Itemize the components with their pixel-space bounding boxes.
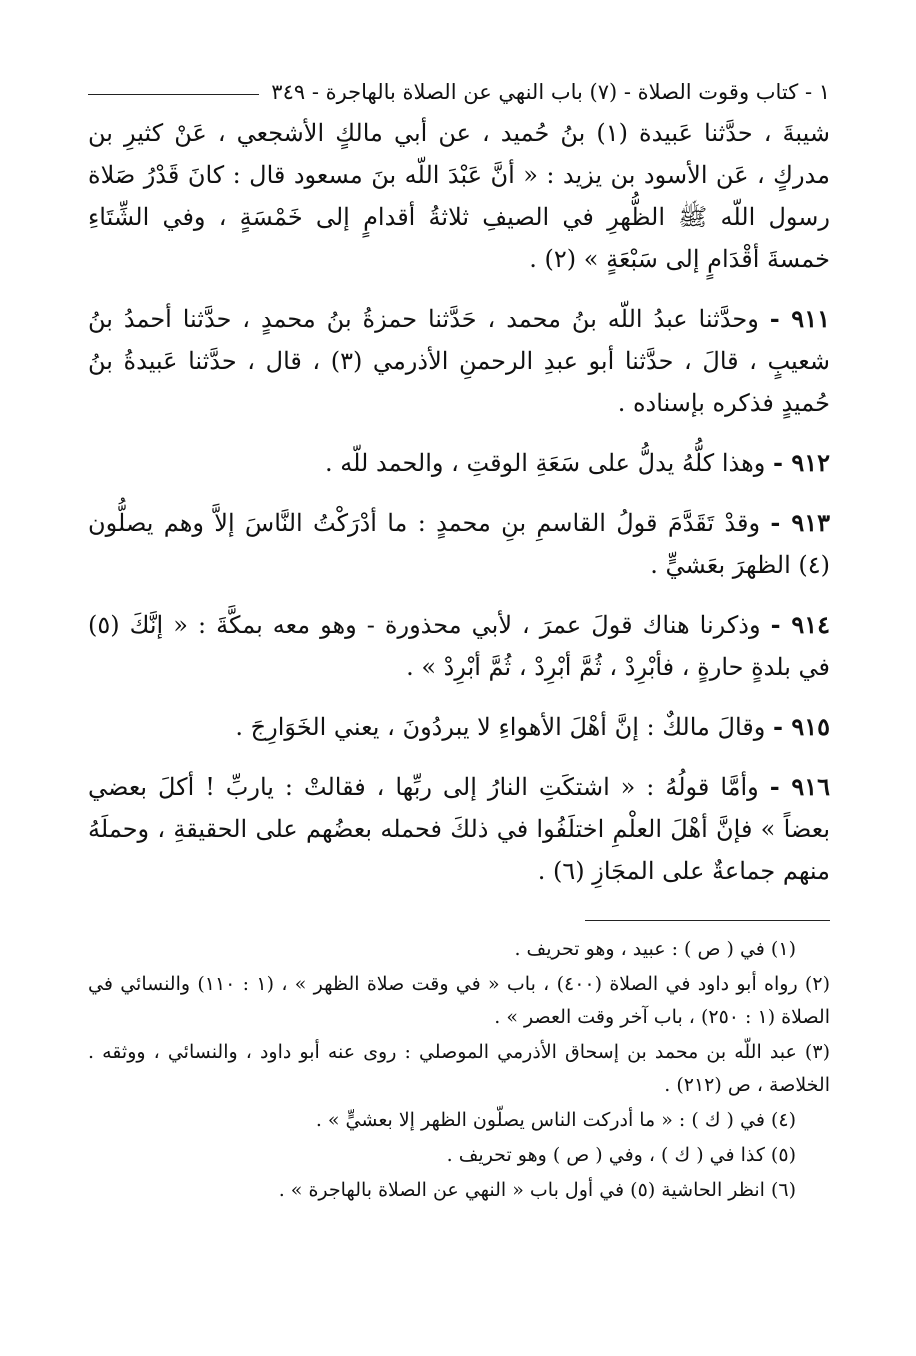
- hadith-912: [88, 442, 830, 484]
- paragraph-text: وذكرنا هناك قولَ عمرَ ، لأبي محذورة - وهو معه بمكَّةَ : « إنَّكَ (٥) في بلدةٍ حارةٍ ، فأبْرِدْ ، ثُمَّ أبْرِدْ ، ثُمَّ أبْرِدْ » .: [88, 611, 830, 681]
- footnotes: [88, 933, 830, 1207]
- hadith-914: [88, 604, 830, 688]
- footnote-2: (٢) رواه أبو داود في الصلاة (٤٠٠) ، باب « في وقت صلاة الظهر » ، (١ : ١١٠) والنسائي في الصلاة (١ : ٢٥٠) ، باب آخر وقت العصر » .: [88, 973, 830, 1028]
- hadith-number: ٩١٣ -: [770, 508, 830, 537]
- hadith-916: [88, 766, 830, 892]
- hadith-913: [88, 502, 830, 586]
- hadith-number: ٩١٢ -: [773, 448, 830, 477]
- paragraph-continuation: [88, 112, 830, 280]
- footnote-6: (٦) انظر الحاشية (٥) في أول باب « النهي عن الصلاة بالهاجرة » .: [278, 1179, 796, 1201]
- footnote-4: (٤) في ( ك ) : « ما أدركت الناس يصلّون الظهر إلا بعشيٍّ » .: [315, 1109, 796, 1131]
- paragraph-text: وهذا كلُّهُ يدلُّ على سَعَةِ الوقتِ ، والحمد للّه .: [324, 449, 766, 477]
- running-header-title: ١ - كتاب وقوت الصلاة - (٧) باب النهي عن الصلاة بالهاجرة - ٣٤٩: [271, 80, 830, 104]
- page-header: [88, 72, 830, 112]
- hadith-number: ٩١١ -: [769, 304, 830, 333]
- hadith-915: [88, 706, 830, 748]
- book-page: [88, 72, 830, 1209]
- paragraph-text: وأمَّا قولُهُ : « اشتكَتِ النارُ إلى ربِّها ، فقالتْ : ياربِّ ! أكلَ بعضي بعضاً » فإنَّ أهْلَ العلْمِ اختلَفُوا في ذلكَ فحمله بعضُهم على الحقيقةِ ، وحملَهُ منهم جماعةٌ على المجَازِ (٦) .: [88, 773, 830, 885]
- footnote-1: (١) في ( ص ) : عبيد ، وهو تحريف .: [514, 938, 796, 960]
- hadith-911: [88, 298, 830, 424]
- footnote-3: (٣) عبد اللّه بن محمد بن إسحاق الأذرمي الموصلي : روى عنه أبو داود ، والنسائي ، ووثقه . الخلاصة ، ص (٢١٢) .: [88, 1041, 830, 1096]
- paragraph-text: وحدَّثنا عبدُ اللّه بنُ محمد ، حَدَّثنا حمزةُ بنُ محمدٍ ، حدَّثنا أحمدُ بنُ شعيبٍ ، قالَ ، حدَّثنا أبو عبدِ الرحمنِ الأذرمي (٣) ، قال ، حدَّثنا عَبيدةُ بنُ حُميدٍ فذكره بإسناده .: [88, 305, 830, 417]
- header-rule: [88, 94, 259, 95]
- footnote-separator: [585, 920, 830, 921]
- paragraph-text: وقالَ مالكٌ : إنَّ أهْلَ الأهواءِ لا يبردُونَ ، يعني الخَوَارِجَ .: [235, 713, 766, 741]
- hadith-number: ٩١٦ -: [769, 772, 830, 801]
- footnote-5: (٥) كذا في ( ك ) ، وفي ( ص ) وهو تحريف .: [446, 1144, 796, 1166]
- hadith-number: ٩١٥ -: [773, 712, 830, 741]
- paragraph-text: وقدْ تَقَدَّمَ قولُ القاسمِ بنِ محمدٍ : ما أدْرَكْتُ النَّاسَ إلاَّ وهم يصلُّون (٤) الظهرَ بعَشيٍّ .: [88, 509, 830, 579]
- main-text: [88, 112, 830, 892]
- hadith-number: ٩١٤ -: [770, 610, 830, 639]
- paragraph-text: شيبةَ ، حدَّثنا عَبيدة (١) بنُ حُميد ، عن أبي مالكٍ الأشجعي ، عَنْ كثيرِ بن مدركٍ ، عَن الأسود بن يزيد : « أنَّ عَبْدَ اللّه بنَ مسعود قال : كانَ قَدْرُ صَلاة رسول اللّه ﷺ الظُّهرِ في الصيفِ ثلاثةُ أقدامٍ إلى خَمْسَةٍ ، وفي الشِّتَاءِ خمسةَ أقْدَامٍ إلى سَبْعَةٍ » (٢) .: [88, 119, 830, 273]
